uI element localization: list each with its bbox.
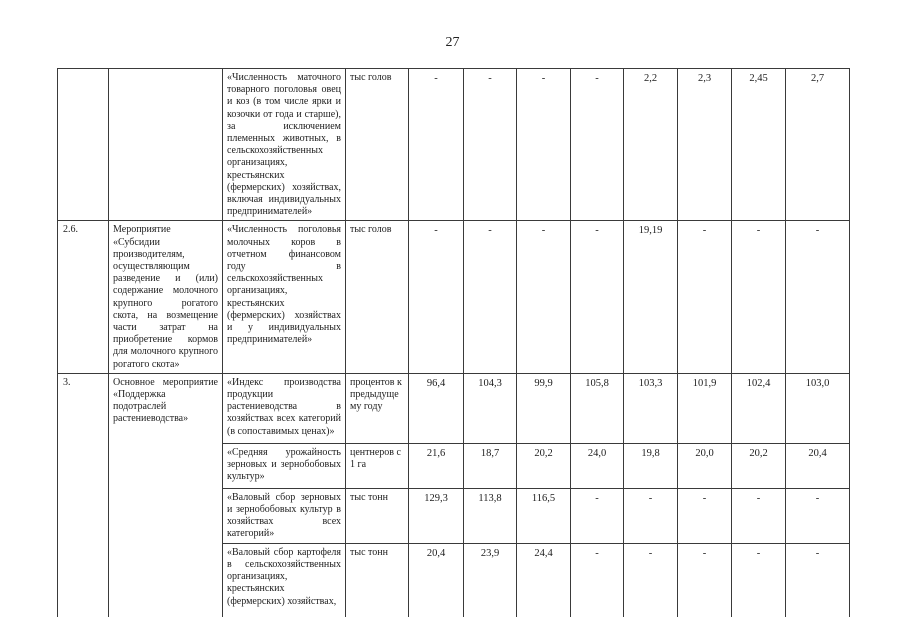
row-number-cell: 3.	[58, 373, 109, 617]
value-cell: -	[732, 488, 786, 543]
unit-cell: тыс голов	[346, 221, 409, 373]
value-cell: 113,8	[464, 488, 517, 543]
unit-cell: процентов к предыдущему году	[346, 373, 409, 443]
value-cell: -	[624, 543, 678, 617]
table-row	[58, 373, 850, 443]
value-cell: -	[786, 488, 850, 543]
value-cell: 24,4	[517, 543, 571, 617]
value-cell: -	[517, 221, 571, 373]
indicator-name-cell: «Численность маточного товарного поголовья овец и коз (в том числе ярки и козочки от года и старше), за исключением племенных животных, в сельскохозяйственных организациях, крестьянских (фермерских) хозяйствах, включая индивидуальных предпринимателей»	[223, 69, 346, 221]
unit-cell: тыс голов	[346, 69, 409, 221]
value-cell: 105,8	[571, 373, 624, 443]
page-number: 27	[445, 35, 460, 50]
value-cell: 23,9	[464, 543, 517, 617]
value-cell: 20,4	[409, 543, 464, 617]
value-cell: 20,4	[786, 443, 850, 488]
value-cell: -	[464, 221, 517, 373]
value-cell: -	[571, 221, 624, 373]
value-cell: -	[409, 221, 464, 373]
value-cell: 116,5	[517, 488, 571, 543]
value-cell: 103,3	[624, 373, 678, 443]
value-cell: -	[786, 543, 850, 617]
value-cell: -	[678, 488, 732, 543]
value-cell: 21,6	[409, 443, 464, 488]
row-number-cell	[58, 69, 109, 221]
value-cell: 2,2	[624, 69, 678, 221]
value-cell: -	[732, 543, 786, 617]
value-cell: 20,2	[517, 443, 571, 488]
value-cell: 96,4	[409, 373, 464, 443]
value-cell: 19,19	[624, 221, 678, 373]
value-cell: 24,0	[571, 443, 624, 488]
value-cell: 2,3	[678, 69, 732, 221]
value-cell: -	[571, 69, 624, 221]
value-cell: -	[786, 221, 850, 373]
value-cell: -	[678, 543, 732, 617]
indicator-name-cell: «Численность поголовья молочных коров в отчетном финансовом году в сельскохозяйственных организациях, крестьянских (фермерских) хозяйствах и у индивидуальных предпринимателей»	[223, 221, 346, 373]
measure-description-cell: Основное мероприятие «Поддержка подотраслей растениеводства»	[109, 373, 223, 617]
measure-description-cell: Мероприятие «Субсидии производителям, осуществляющим разведение и (или) содержание молочного крупного рогатого скота, на возмещение части затрат на приобретение кормов для молочного крупного рогатого скота»	[109, 221, 223, 373]
value-cell: -	[732, 221, 786, 373]
indicator-name-cell: «Средняя урожайность зерновых и зернобобовых культур»	[223, 443, 346, 488]
value-cell: -	[571, 488, 624, 543]
value-cell: -	[517, 69, 571, 221]
measure-description-cell	[109, 69, 223, 221]
unit-cell: тыс тонн	[346, 543, 409, 617]
value-cell: -	[571, 543, 624, 617]
value-cell: -	[464, 69, 517, 221]
value-cell: 103,0	[786, 373, 850, 443]
unit-cell: тыс тонн	[346, 488, 409, 543]
indicator-name-cell: «Индекс производства продукции растениеводства в хозяйствах всех категорий (в сопоставимых ценах)»	[223, 373, 346, 443]
row-number-cell: 2.6.	[58, 221, 109, 373]
value-cell: 2,7	[786, 69, 850, 221]
value-cell: 20,2	[732, 443, 786, 488]
value-cell: 20,0	[678, 443, 732, 488]
value-cell: -	[409, 69, 464, 221]
table-row	[58, 69, 850, 221]
report-table	[57, 68, 850, 617]
value-cell: -	[624, 488, 678, 543]
value-cell: 99,9	[517, 373, 571, 443]
value-cell: 104,3	[464, 373, 517, 443]
report-table-body	[58, 69, 850, 618]
value-cell: -	[678, 221, 732, 373]
value-cell: 2,45	[732, 69, 786, 221]
indicator-name-cell: «Валовый сбор зерновых и зернобобовых культур в хозяйствах всех категорий»	[223, 488, 346, 543]
value-cell: 18,7	[464, 443, 517, 488]
unit-cell: центнеров с 1 га	[346, 443, 409, 488]
indicator-name-cell: «Валовый сбор картофеля в сельскохозяйственных организациях, крестьянских (фермерских) хозяйствах,	[223, 543, 346, 617]
value-cell: 102,4	[732, 373, 786, 443]
value-cell: 129,3	[409, 488, 464, 543]
table-row	[58, 221, 850, 373]
value-cell: 101,9	[678, 373, 732, 443]
value-cell: 19,8	[624, 443, 678, 488]
